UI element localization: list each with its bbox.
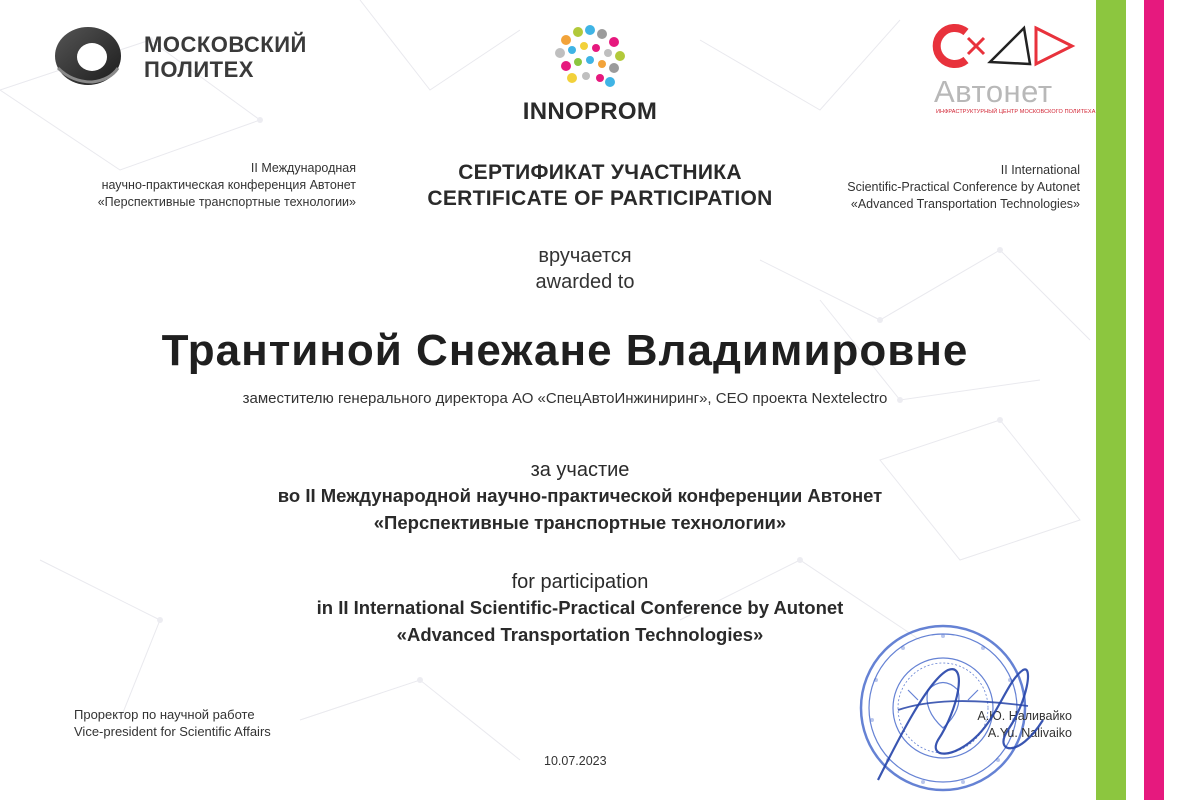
innoprom-wordmark: INNOPROM	[522, 98, 658, 125]
innoprom-dots-icon	[510, 20, 670, 98]
issue-date: 10.07.2023	[544, 754, 607, 768]
magenta-side-stripe	[1144, 0, 1164, 800]
participation-ru-line2: «Перспективные транспортные технологии»	[373, 512, 787, 533]
certificate-title-en: CERTIFICATE OF PARTICIPATION	[427, 187, 773, 210]
white-side-stripe	[1126, 0, 1144, 800]
signer-name-ru: А.Ю. Наливайко	[977, 709, 1072, 723]
mospolytech-line2: ПОЛИТЕХ	[144, 57, 254, 82]
participation-en-line2: «Advanced Transportation Technologies»	[396, 624, 764, 645]
conference-en-line3: «Advanced Transportation Technologies»	[850, 197, 1080, 211]
signer-title-en: Vice-president for Scientific Affairs	[74, 724, 271, 739]
recipient-position: заместителю генерального директора АО «СпецАвтоИнжиниринг», CEO проекта Nextelectro	[242, 390, 888, 407]
signer-title	[74, 706, 271, 740]
mospolytech-logo	[52, 24, 322, 88]
avtonet-logo	[928, 20, 1096, 120]
participation-en-line1: in II International Scientific-Practical Conference by Autonet	[316, 597, 844, 618]
participation-ru	[120, 458, 1040, 536]
edge-side-stripe	[1164, 0, 1200, 800]
mospolytech-line1: МОСКОВСКИЙ	[144, 32, 307, 57]
awarded-to-en: awarded to	[535, 271, 635, 293]
conference-name-ru	[36, 160, 356, 211]
conference-name-en	[780, 162, 1080, 213]
conference-ru-line1: II Международная	[250, 161, 356, 175]
conference-ru-line3: «Перспективные транспортные технологии»	[97, 195, 356, 209]
conference-ru-line2: научно-практическая конференция Автонет	[101, 178, 356, 192]
participation-ru-lead: за участие	[530, 459, 630, 481]
awarded-to-ru: вручается	[538, 245, 632, 267]
conference-en-line2: Scientific-Practical Conference by Autonet	[847, 180, 1080, 194]
conference-en-line1: II International	[1000, 163, 1080, 177]
handwritten-signature	[858, 640, 1058, 790]
certificate-title	[350, 160, 850, 212]
certificate-title-ru: СЕРТИФИКАТ УЧАСТНИКА	[458, 161, 742, 184]
avtonet-subtitle: ИНФРАСТРУКТУРНЫЙ ЦЕНТР МОСКОВСКОГО ПОЛИТЕХА	[936, 109, 1096, 115]
participation-en-lead: for participation	[511, 571, 649, 593]
recipient-name: Трантиной Снежане Владимировне	[161, 326, 969, 375]
green-side-stripe	[1096, 0, 1126, 800]
avtonet-wordmark: Автонет	[934, 74, 1053, 109]
innoprom-logo	[510, 20, 690, 130]
awarded-to	[380, 243, 790, 295]
mospolytech-wordmark	[144, 32, 307, 82]
participation-ru-line1: во II Международной научно-практической конференции Автонет	[277, 485, 883, 506]
avtonet-logo-mark	[928, 20, 1078, 72]
signer-title-ru: Проректор по научной работе	[74, 707, 255, 722]
signer-name-en: A.Yu. Nalivaiko	[987, 726, 1072, 740]
mospolytech-logo-mark	[52, 24, 126, 88]
